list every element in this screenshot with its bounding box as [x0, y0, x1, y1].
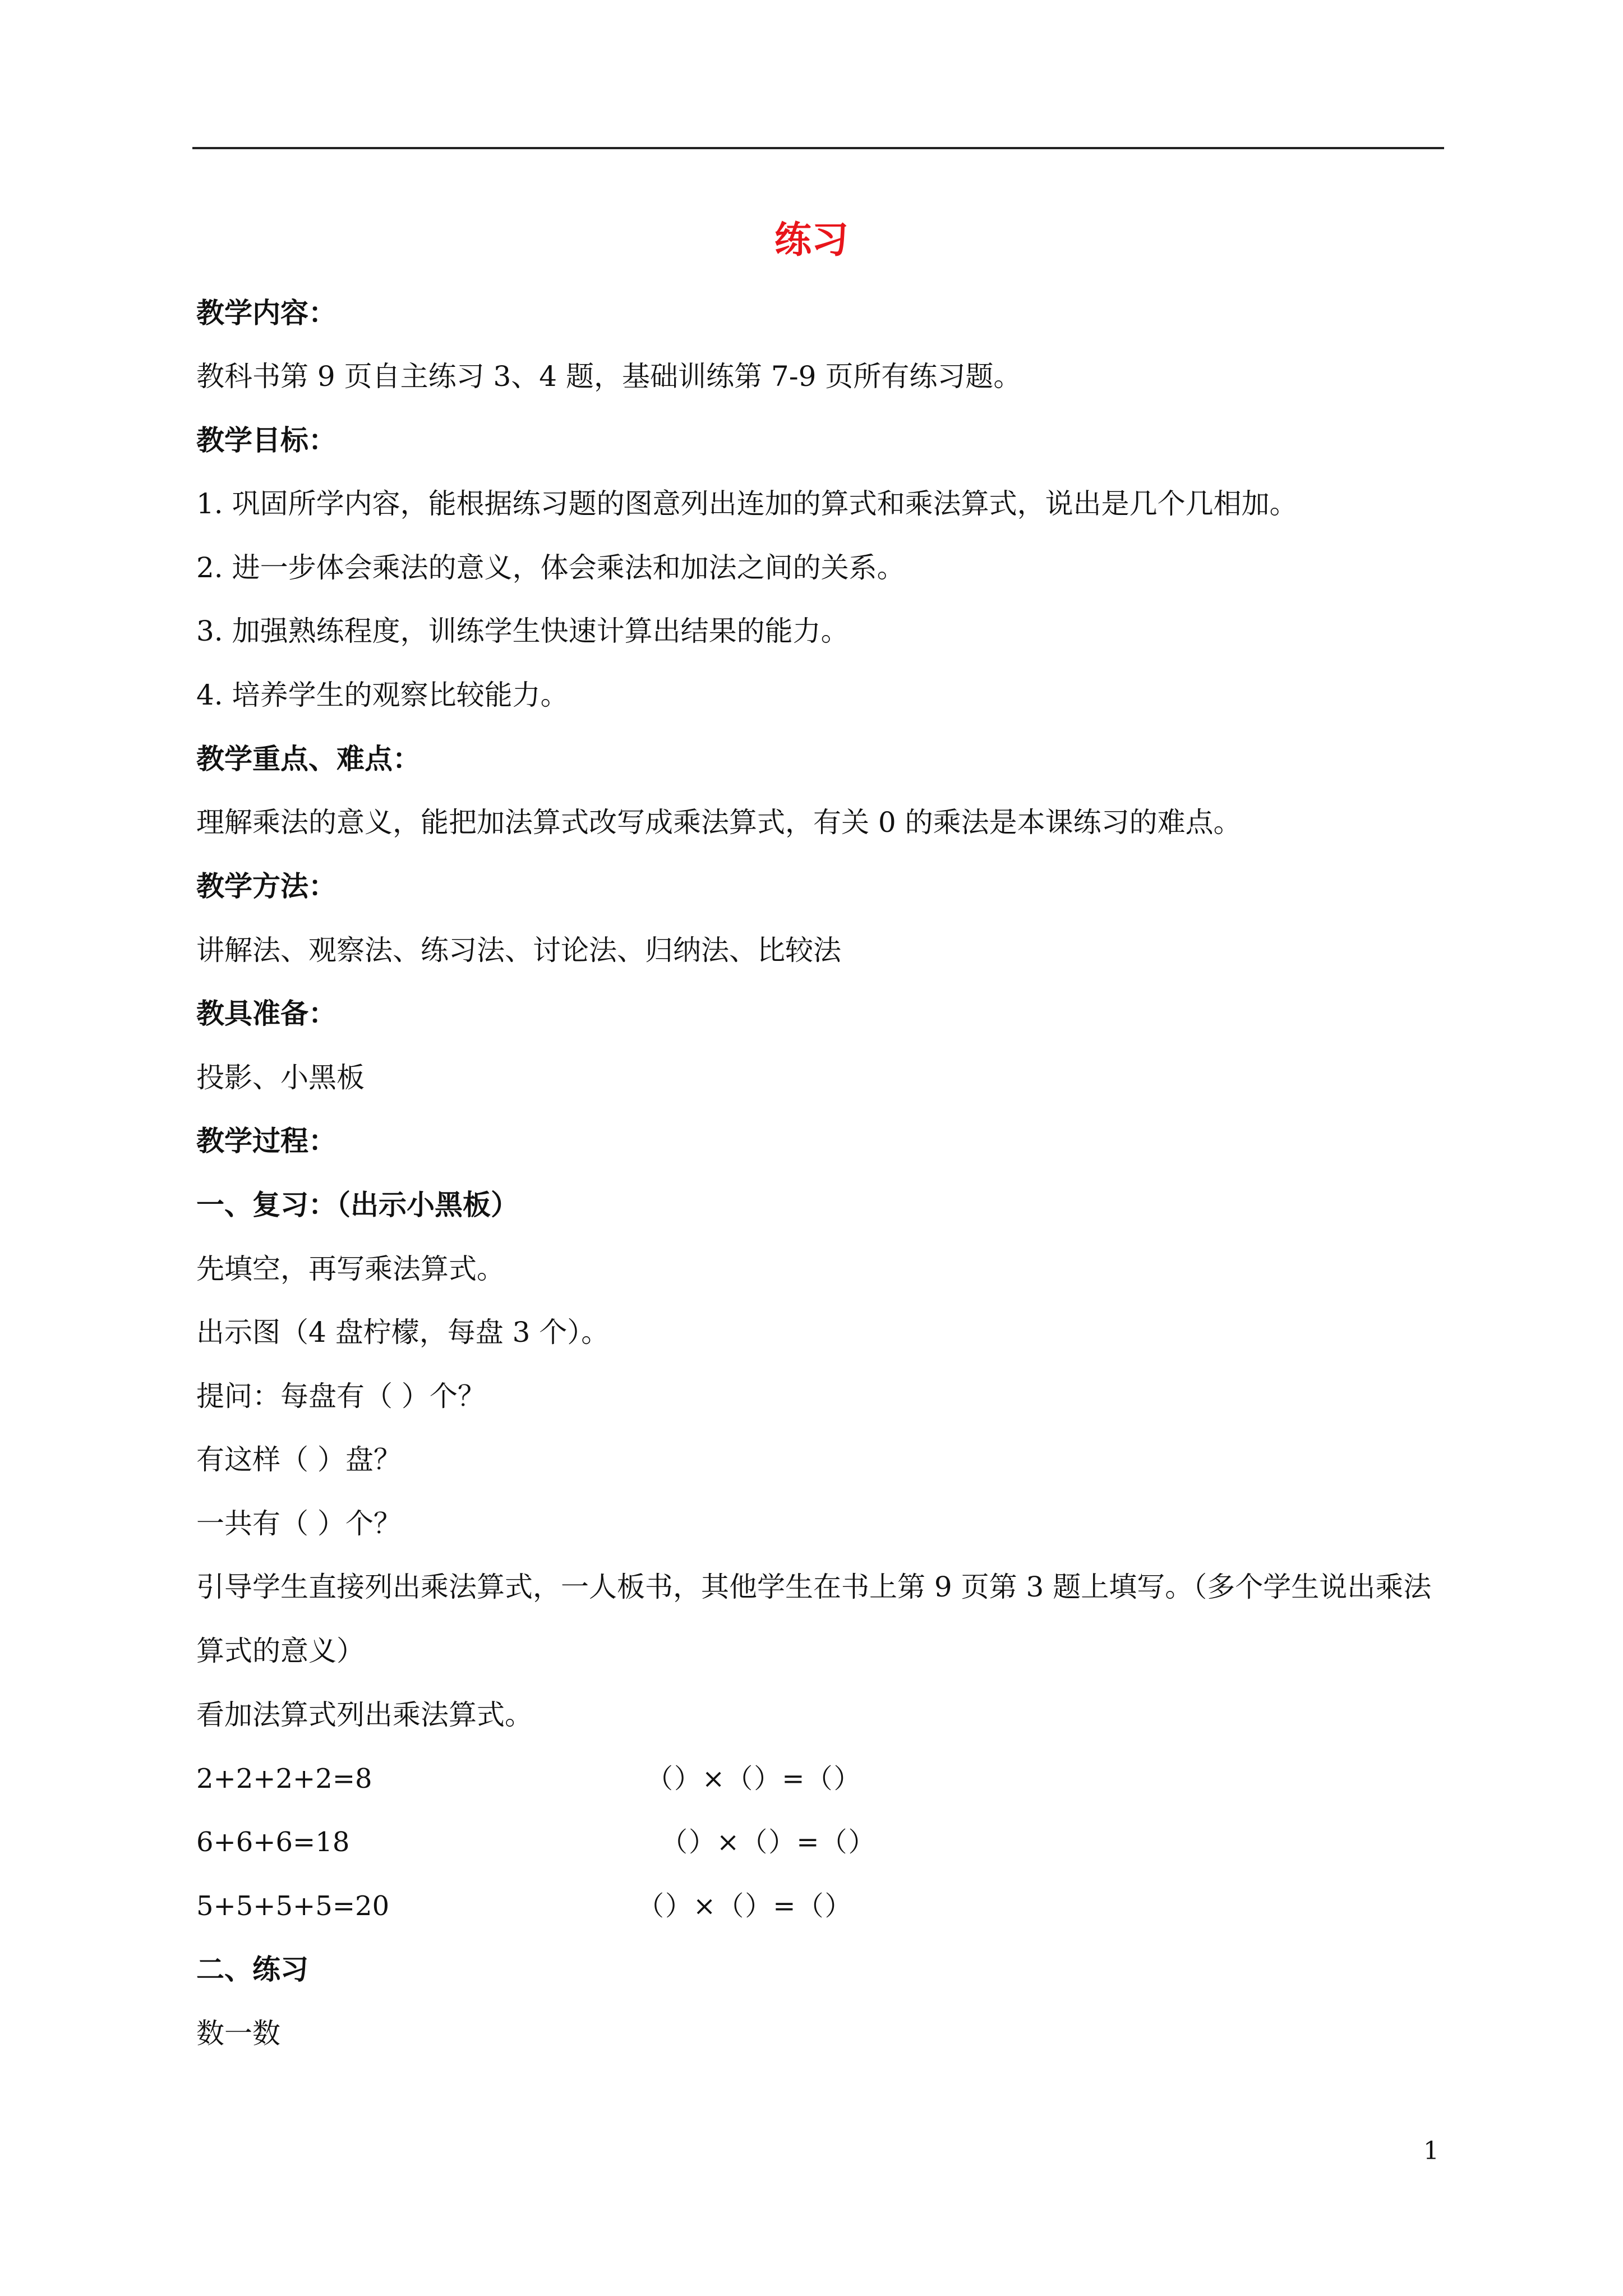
key-text: 理解乘法的意义，能把加法算式改写成乘法算式，有关 0 的乘法是本课练习的难点。 [196, 806, 1242, 839]
goal-item-4: 4. 培养学生的观察比较能力。 [196, 679, 569, 711]
page-number: 1 [1423, 2137, 1439, 2165]
tools-text: 投影、小黑板 [196, 1061, 365, 1094]
method-heading: 教学方法： [196, 869, 336, 903]
expression-sum-3: 5+5+5+5=20 [196, 1890, 390, 1922]
process-heading: 教学过程： [196, 1124, 336, 1157]
content-heading: 教学内容： [196, 296, 336, 329]
method-text: 讲解法、观察法、练习法、讨论法、归纳法、比较法 [196, 934, 841, 967]
goal-item-2: 2. 进一步体会乘法的意义，体会乘法和加法之间的关系。 [196, 551, 905, 584]
goals-heading: 教学目标： [196, 424, 336, 457]
content-text: 教科书第 9 页自主练习 3、4 题，基础训练第 7-9 页所有练习题。 [196, 360, 1022, 393]
review-line-4: 有这样（ ）盘？ [196, 1443, 402, 1476]
expression-sum-1: 2+2+2+2=8 [196, 1763, 372, 1795]
header-rule [192, 147, 1444, 149]
expression-blank-1: （）×（）=（） [646, 1763, 862, 1795]
goal-item-3: 3. 加强熟练程度，训练学生快速计算出结果的能力。 [196, 615, 849, 647]
expression-blank-3: （）×（）=（） [637, 1890, 853, 1922]
page-title: 练习 [774, 218, 849, 261]
review-line-1: 先填空，再写乘法算式。 [196, 1253, 505, 1285]
review-line-3: 提问：每盘有（ ）个？ [196, 1380, 486, 1412]
goal-item-1: 1. 巩固所学内容，能根据练习题的图意列出连加的算式和乘法算式，说出是几个几相加。 [196, 487, 1298, 520]
practice-heading: 二、练习 [196, 1953, 308, 1986]
key-heading: 教学重点、难点： [196, 742, 421, 775]
practice-text: 数一数 [196, 2017, 280, 2050]
review-line-2: 出示图（4 盘柠檬，每盘 3 个）。 [196, 1316, 610, 1349]
expression-sum-2: 6+6+6=18 [196, 1826, 350, 1858]
convert-text: 看加法算式列出乘法算式。 [196, 1699, 533, 1731]
guide-text: 引导学生直接列出乘法算式，一人板书，其他学生在书上第 9 页第 3 题上填写。（多个学生说出乘法算式的意义） [196, 1571, 1432, 1667]
review-heading: 一、复习：（出示小黑板） [196, 1188, 519, 1221]
tools-heading: 教具准备： [196, 997, 336, 1030]
expression-blank-2: （）×（）=（） [661, 1826, 877, 1858]
review-line-5: 一共有（ ）个？ [196, 1507, 402, 1540]
